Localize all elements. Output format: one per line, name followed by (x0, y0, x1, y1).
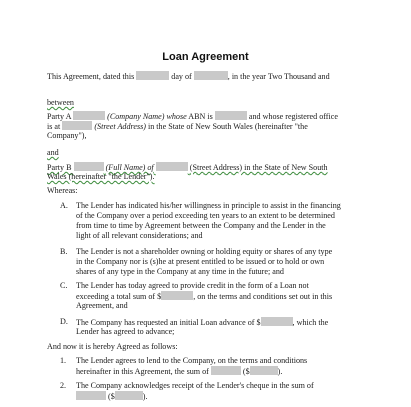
full-name-hint: (Full Name) of (105, 163, 154, 172)
recital-c-label: C. (60, 281, 68, 290)
recital-d-text-b: , which the (292, 318, 329, 327)
recital-b-line-3: shares of any type in the Company at any time in the future; and (76, 267, 284, 276)
intro-text-3: , in the year Two Thousand and (227, 72, 330, 81)
whereas-label: Whereas: (47, 186, 78, 195)
recital-d-label: D. (60, 317, 68, 326)
clause-2-line-1: The Company acknowledges receipt of the Lender's cheque in the sum of (76, 381, 314, 390)
intro-line (47, 71, 330, 82)
street-blank (62, 121, 92, 130)
recital-d-text-a: The Company has requested an initial Loan advance of $ (76, 318, 261, 327)
recital-a-line-2: of the Company over a period exceeding ten years to an extent to be determined (76, 211, 335, 220)
party-a-text-state: in the State of New South Wales (hereinafter "the (147, 122, 308, 131)
initial-advance-blank (261, 317, 293, 326)
company-name-hint: (Company Name) whose (107, 112, 187, 121)
clause-1-text-c: ). (277, 367, 283, 376)
clause-2-label: 2. (60, 381, 67, 390)
now-agreed-line: And now it is hereby Agreed as follows: (47, 342, 178, 351)
recital-b-label: B. (60, 247, 68, 256)
recital-a-line-1: The Lender has indicated his/her willingness in principle to assist in the financing (76, 201, 341, 210)
recital-d-line-2: Lender has agreed to advance; (76, 327, 175, 336)
party-a-line-3: Company"), (47, 131, 87, 140)
clause-2-line-2 (76, 391, 148, 402)
party-b-line-2: Wales (hereinafter "the Lender"). (47, 172, 155, 181)
recital-b-line-2: in the Company nor is (s)he at present entitled to be issued or to hold or own (76, 257, 325, 266)
and-label: and (47, 148, 59, 157)
cheque-words-blank (76, 391, 106, 400)
recital-c-text-b: , on the terms and conditions set out in this (193, 292, 333, 301)
party-a-text-is-at: is at (47, 122, 61, 131)
party-b-label: Party B (47, 163, 72, 172)
party-b-street-blank (156, 162, 188, 171)
party-a-label: Party A (47, 112, 72, 121)
clause-1-label: 1. (60, 356, 67, 365)
date-blank (136, 71, 169, 80)
sum-words-blank (211, 366, 241, 375)
abn-blank (215, 111, 247, 120)
recital-a-line-4: light of all relevant considerations; and (76, 231, 203, 240)
clause-1-text-b: ($ (242, 367, 250, 376)
clause-1-text-a: hereinafter in this Agreement, the sum of (76, 367, 209, 376)
full-name-blank (74, 162, 104, 171)
between-label: between (47, 98, 74, 107)
party-b-text-street: (Street Address) in the State of New South (189, 163, 328, 172)
recital-a-label: A. (60, 201, 68, 210)
cheque-figure-blank (115, 391, 143, 400)
recital-a-line-3: from time to time by Agreement between the Company and the Lender in the (76, 221, 326, 230)
clause-2-text-b: ). (142, 392, 148, 401)
recital-c-line-3: Agreement, and (76, 301, 128, 310)
document-title: Loan Agreement (162, 51, 249, 63)
intro-text-2: day of (171, 72, 192, 81)
recital-b-line-1: The Lender is not a shareholder owning or holding equity or shares of any type (76, 247, 333, 256)
clause-1-line-1: The Lender agrees to lend to the Company, on the terms and conditions (76, 356, 308, 365)
month-blank (194, 71, 228, 80)
clause-2-text-a: ($ (108, 392, 115, 401)
street-address-hint: (Street Address) (94, 122, 146, 131)
sum-figure-blank (250, 366, 278, 375)
loan-total-blank (161, 291, 193, 300)
company-name-blank (73, 111, 105, 120)
clause-1-line-2 (76, 366, 282, 377)
recital-c-text-a: exceeding a total sum of $ (76, 292, 162, 301)
party-a-text-d: and whose registered office (248, 112, 338, 121)
abn-label: ABN is (188, 112, 213, 121)
recital-c-line-1: The Lender has today agreed to provide credit in the form of a Loan not (76, 281, 309, 290)
intro-text-1: This Agreement, dated this (47, 72, 135, 81)
